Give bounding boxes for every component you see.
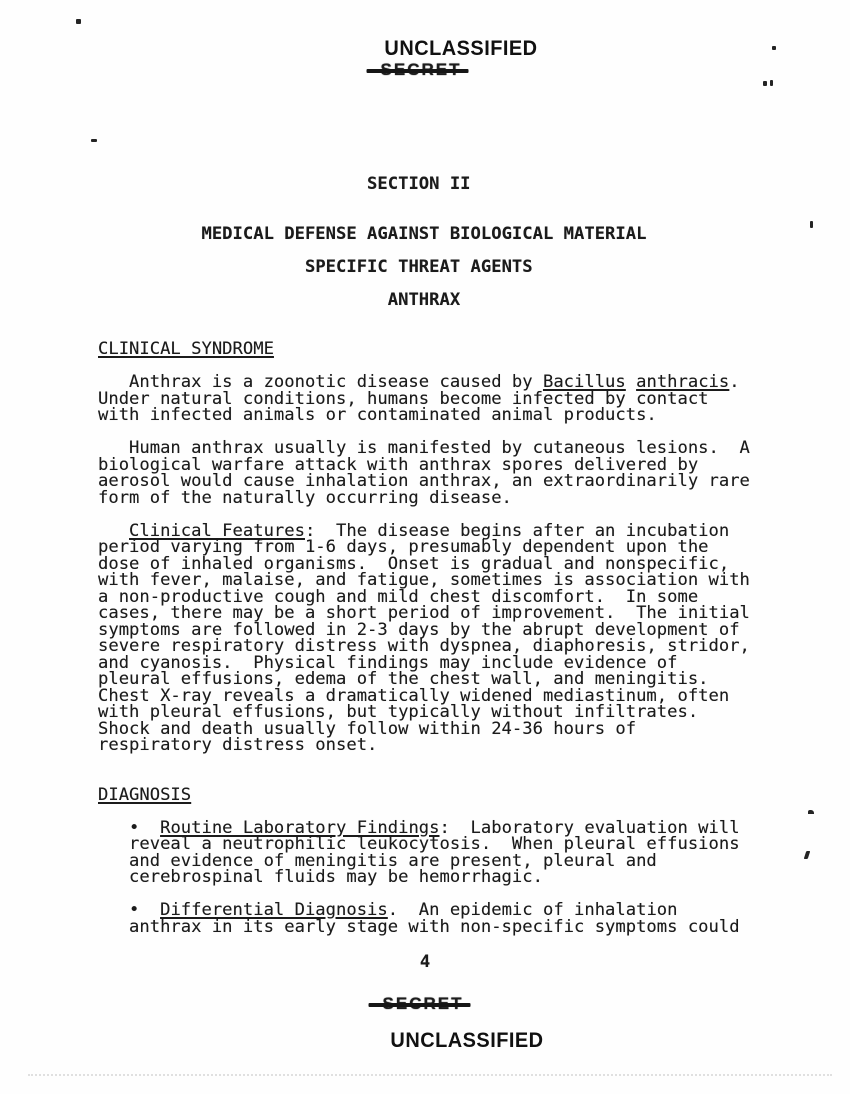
bottom-unclassified-stamp: UNCLASSIFIED — [390, 1029, 544, 1052]
scan-artifact — [770, 80, 773, 86]
doc-line: • Routine Laboratory Findings: Laboratory evaluation will — [98, 817, 740, 838]
doc-line: cerebrospinal fluids may be hemorrhagic. — [98, 867, 543, 887]
doc-line: Shock and death usually follow within 24-36 hours of — [98, 718, 637, 739]
doc-line: Human anthrax usually is manifested by cutaneous lesions. A — [98, 438, 750, 458]
doc-line: respiratory distress onset. — [98, 735, 378, 755]
doc-line: Chest X-ray reveals a dramatically widened mediastinum, often — [98, 685, 730, 706]
scan-artifact — [804, 851, 811, 859]
doc-line: • Differential Diagnosis. An epidemic of inhalation — [98, 900, 678, 920]
doc-line: dose of inhaled organisms. Onset is gradual and nonspecific, — [98, 553, 730, 574]
scan-artifact — [91, 139, 97, 142]
top-unclassified-stamp: UNCLASSIFIED — [384, 37, 538, 60]
doc-line: SECTION II — [367, 174, 471, 194]
doc-line: DIAGNOSIS — [98, 784, 192, 805]
doc-line: cases, there may be a short period of improvement. The initial — [98, 603, 750, 623]
doc-line: ANTHRAX — [387, 289, 461, 310]
doc-line: MEDICAL DEFENSE AGAINST BIOLOGICAL MATERIAL — [201, 223, 647, 244]
doc-line: form of the naturally occurring disease. — [98, 487, 512, 508]
scan-artifact — [76, 19, 81, 24]
doc-line: Anthrax is a zoonotic disease caused by Bacillus anthracis. — [98, 372, 740, 392]
doc-line: and cyanosis. Physical findings may include evidence of — [98, 652, 678, 673]
doc-line: and evidence of meningitis are present, pleural and — [98, 850, 657, 871]
strikethrough-line — [369, 1003, 471, 1007]
doc-line: with infected animals or contaminated animal products. — [98, 405, 657, 425]
doc-line: symptoms are followed in 2-3 days by the abrupt development of — [98, 619, 740, 640]
doc-line: pleural effusions, edema of the chest wall, and meningitis. — [98, 669, 709, 689]
doc-line: SPECIFIC THREAT AGENTS — [304, 256, 533, 277]
top-secret-stamp-struck — [381, 60, 462, 80]
doc-line: reveal a neutrophilic leukocytosis. When pleural effusions — [98, 834, 740, 854]
page-number: 4 — [419, 952, 431, 972]
doc-line: severe respiratory distress with dyspnea, diaphoresis, stridor, — [98, 636, 750, 656]
scan-artifact — [810, 221, 813, 228]
doc-line: anthrax in its early stage with non-specific symptoms could — [98, 916, 740, 937]
doc-line: a non-productive cough and mild chest discomfort. In some — [98, 586, 699, 607]
doc-line — [98, 193, 750, 210]
document-body — [98, 176, 750, 935]
doc-line: with fever, malaise, and fatigue, sometimes is association with — [98, 570, 750, 590]
doc-line: Under natural conditions, humans become infected by contact — [98, 388, 709, 409]
scan-artifact — [808, 810, 814, 814]
doc-line: biological warfare attack with anthrax spores delivered by — [98, 454, 699, 475]
strikethrough-line — [367, 69, 469, 73]
doc-line: period varying from 1-6 days, presumably dependent upon the — [98, 537, 709, 557]
scan-artifact — [772, 46, 776, 50]
doc-line — [98, 770, 750, 787]
doc-line — [98, 308, 750, 325]
doc-line: CLINICAL SYNDROME — [98, 339, 274, 359]
doc-line: with pleural effusions, but typically without infiltrates. — [98, 702, 699, 722]
scan-noise-line — [28, 1074, 832, 1076]
scan-artifact — [763, 81, 767, 86]
doc-line: aerosol would cause inhalation anthrax, an extraordinarily rare — [98, 471, 750, 491]
doc-line: Clinical Features: The disease begins after an incubation — [129, 520, 730, 541]
bottom-secret-stamp-struck — [383, 994, 464, 1014]
doc-line — [98, 754, 750, 771]
